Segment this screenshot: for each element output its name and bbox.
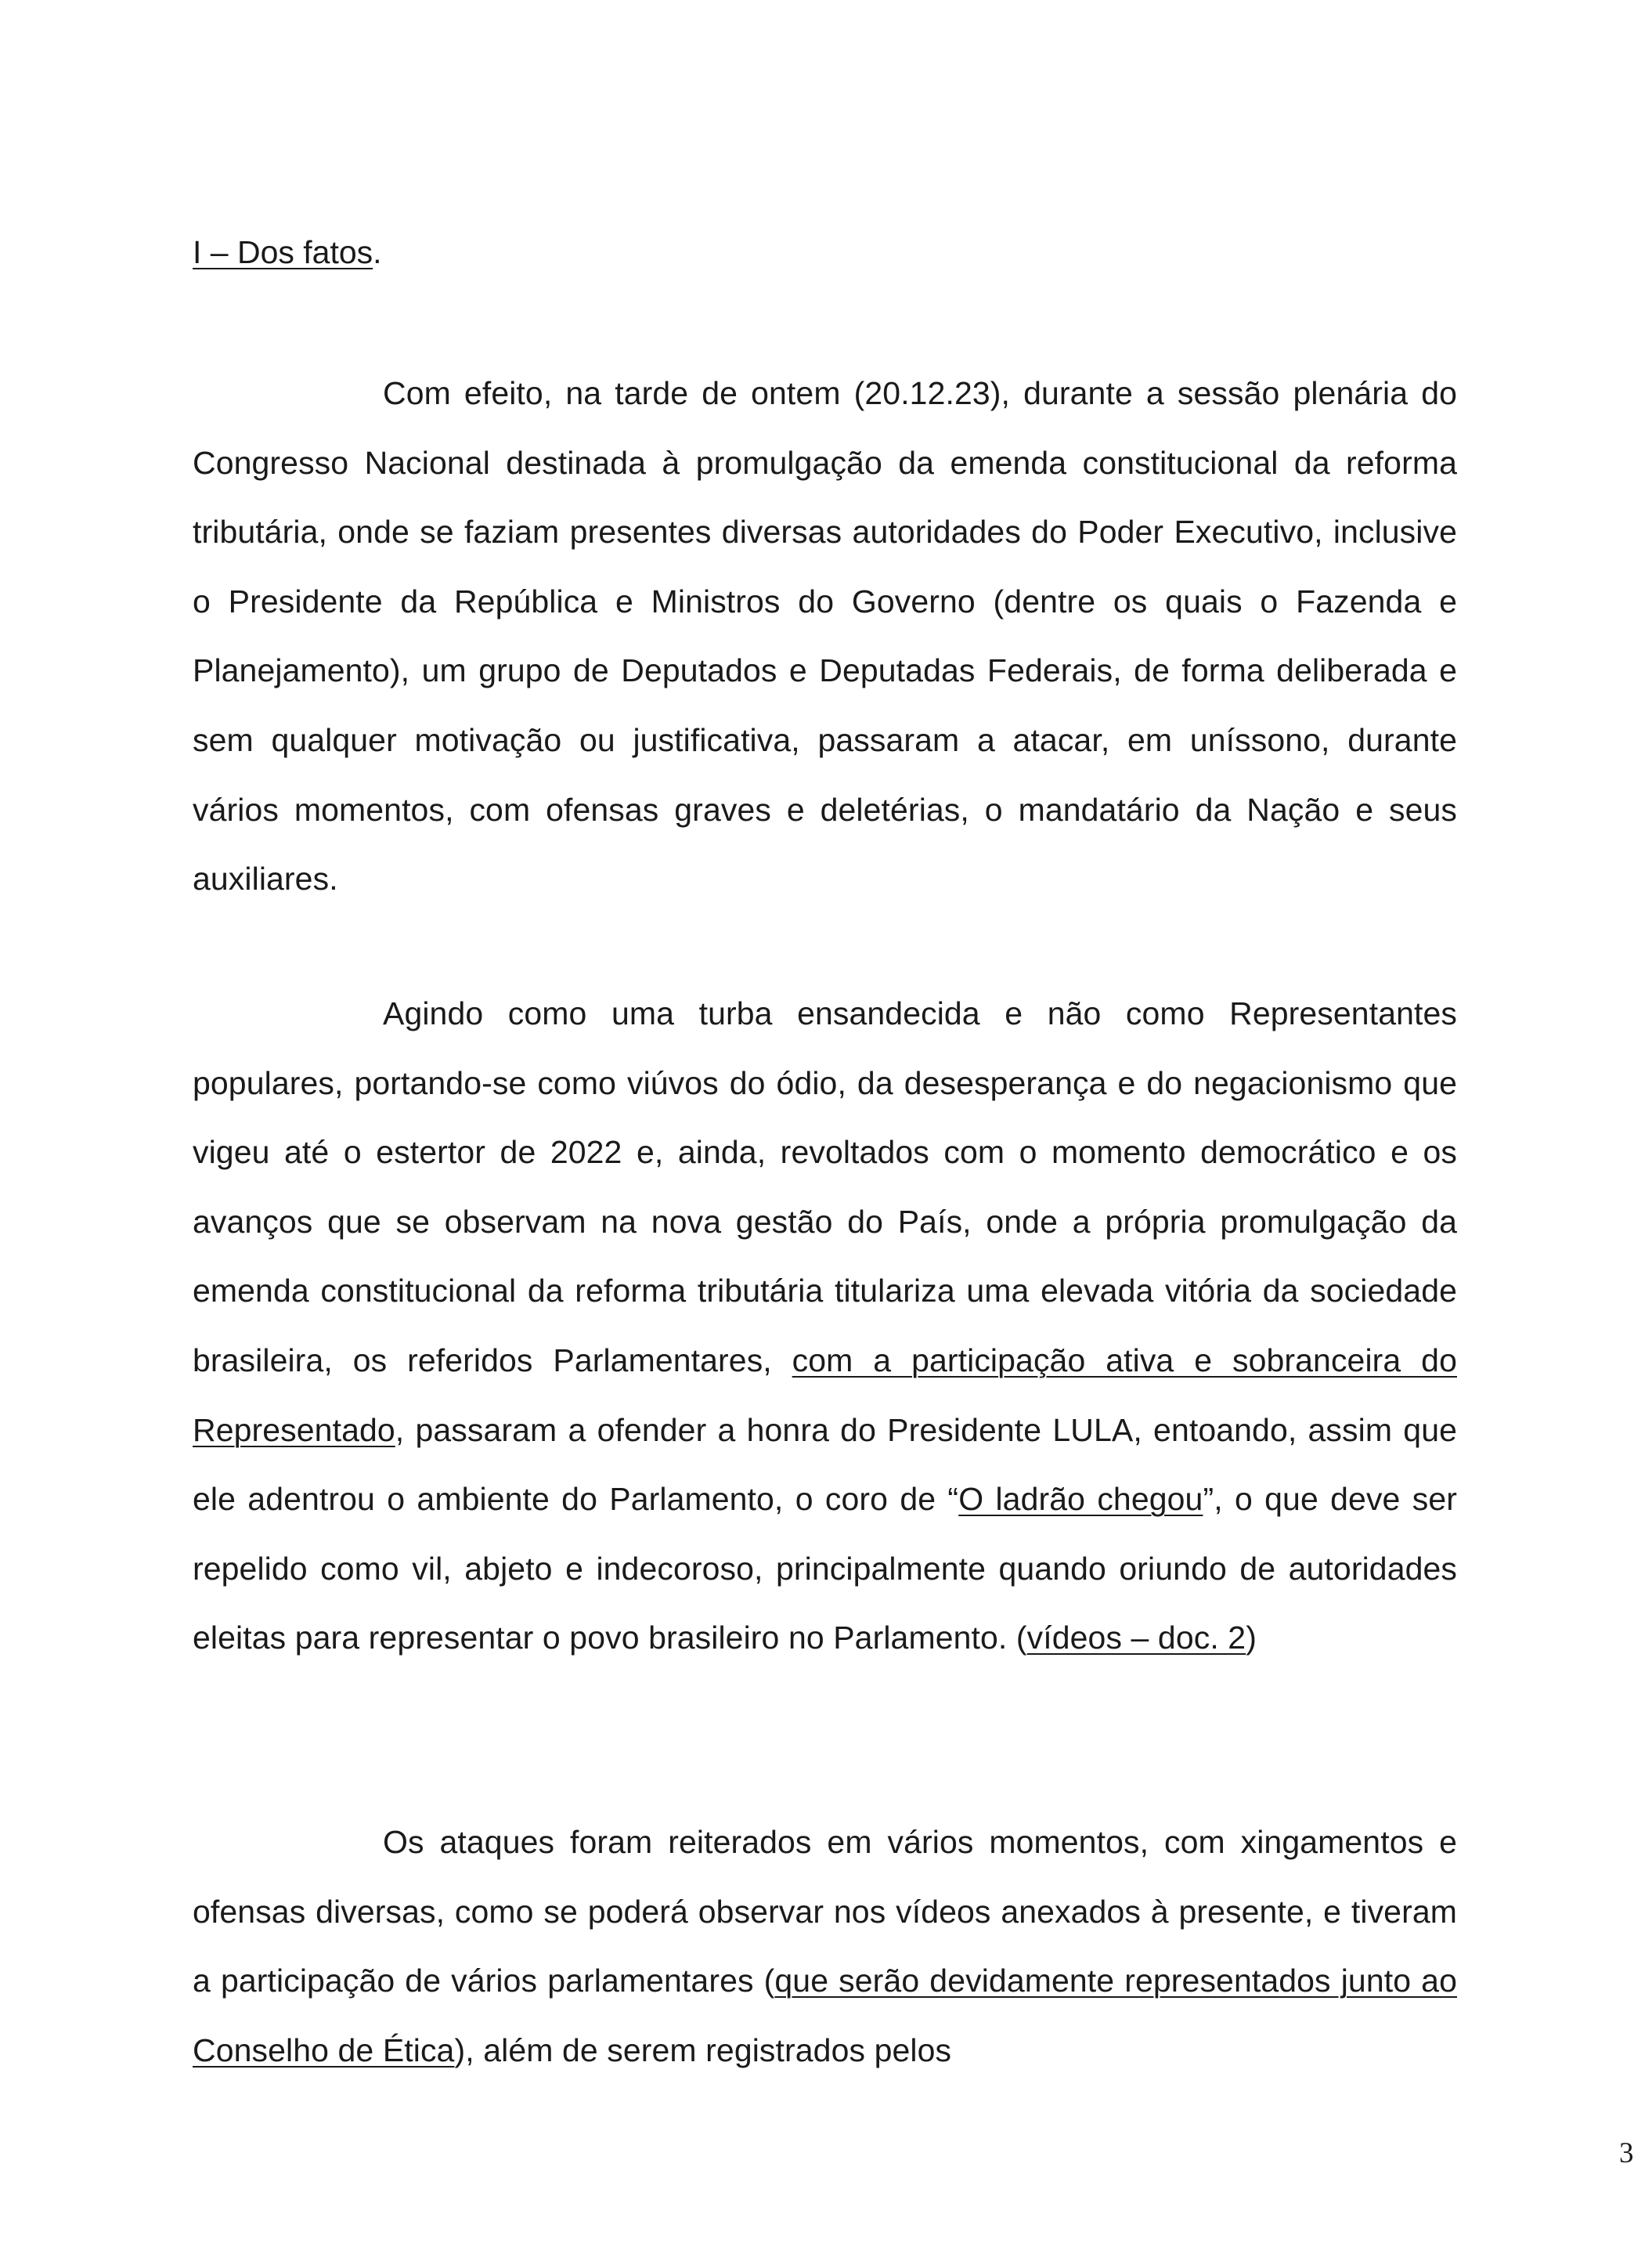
paragraph-3 (193, 1808, 1457, 2085)
section-heading-period: . (373, 234, 382, 270)
paragraph-3-underlined-1: que serão devidamente representados junto ao Conselho de Ética (193, 1963, 1457, 2068)
paragraph-2-doc-reference: vídeos – doc. 2 (1026, 1620, 1246, 1656)
page-number: 3 (1619, 2137, 1634, 2169)
paragraph-3-text-2: ), além de serem registrados pelos (454, 2031, 952, 2068)
paragraph-2-text-3: ”, o que deve ser repelido como vil, abjeto e indecoroso, principalmente quando oriundo de autoridades eleitas para representar o povo brasileiro no Parlamento. ( (193, 1481, 1457, 1656)
paragraph-2-underlined-1: com a participação ativa e sobranceira do Representado (193, 1342, 1457, 1448)
paragraph-2-text-4: ) (1246, 1620, 1257, 1656)
paragraph-2-text-2: , passaram a ofender a honra do Presidente LULA, entoando, assim que ele adentrou o ambiente do Parlamento, o coro de “ (193, 1411, 1457, 1518)
paragraph-2-text-1: Agindo como uma turba ensandecida e não como Representantes populares, portando-se como viúvos do ódio, da desesperança e do negacionismo que vigeu até o estertor de 2022 e, ainda, revoltados com o momento democrático e os avanços que se observam na nova gestão do País, onde a própria promulgação da emenda constitucional da reforma tributária titulariza uma elevada vitória da sociedade brasileira, os referidos Parlamentares, (193, 995, 1457, 1378)
paragraph-2-underlined-quote: O ladrão chegou (958, 1481, 1203, 1518)
paragraph-1: Com efeito, na tarde de ontem (20.12.23), durante a sessão plenária do Congresso Nacional destinada à promulgação da emenda constitucional da reforma tributária, onde se faziam presentes diversas autoridades do Poder Executivo, inclusive o Presidente da República e Ministros do Governo (dentre os quais o Fazenda e Planejamento), um grupo de Deputados e Deputadas Federais, de forma deliberada e sem qualquer motivação ou justificativa, passaram a atacar, em uníssono, durante vários momentos, com ofensas graves e deletérias, o mandatário da Nação e seus auxiliares. (193, 375, 1457, 897)
section-heading-text: I – Dos fatos (193, 234, 373, 270)
paragraph-2 (193, 979, 1457, 1673)
document-page (193, 0, 1634, 2268)
section-heading (193, 229, 382, 276)
paragraph-3-text-1: Os ataques foram reiterados em vários momentos, com xingamentos e ofensas diversas, como se poderá observar nos vídeos anexados à presente, e tiveram a participação de vários parlamentares ( (193, 1824, 1457, 1999)
